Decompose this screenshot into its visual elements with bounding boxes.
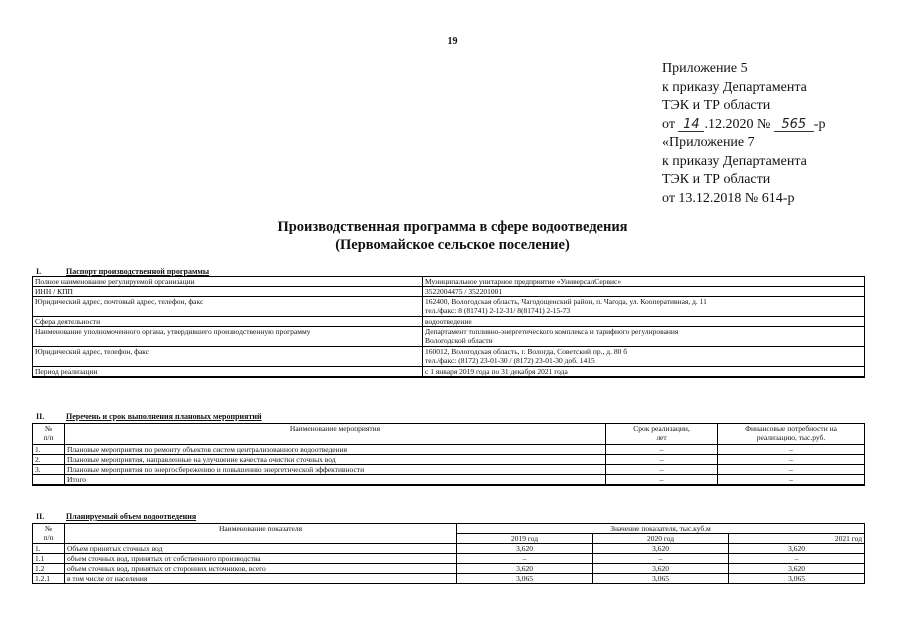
volume-table bbox=[32, 523, 865, 584]
passport-label: Юридический адрес, почтовый адрес, телефон, факс bbox=[33, 297, 423, 317]
row-name: Плановые мероприятия по ремонту объектов систем централизованного водоотведения bbox=[65, 445, 606, 455]
passport-value: 3522004475 / 352201001 bbox=[423, 287, 865, 297]
table-row bbox=[33, 475, 865, 486]
section-title: Перечень и срок выполнения плановых мероприятий bbox=[66, 412, 262, 421]
passport-value: водоотведение bbox=[423, 317, 865, 327]
table-row bbox=[33, 277, 865, 287]
table-row bbox=[33, 445, 865, 455]
table-header-row bbox=[33, 524, 865, 534]
table-row bbox=[33, 554, 865, 564]
table-row bbox=[33, 327, 865, 347]
row-value: – bbox=[729, 554, 865, 564]
row-num: 2. bbox=[33, 455, 65, 465]
measures-table bbox=[32, 423, 865, 486]
table-row bbox=[33, 317, 865, 327]
row-finance: – bbox=[718, 445, 865, 455]
handwritten-order-number: 565 bbox=[774, 118, 814, 132]
header-year: 2019 год bbox=[457, 534, 593, 544]
table-row bbox=[33, 564, 865, 574]
passport-value: Департамент топливно-энергетического комплекса и тарифного регулирования Вологодской области bbox=[423, 327, 865, 347]
row-term: – bbox=[606, 455, 718, 465]
table-row bbox=[33, 544, 865, 554]
header-num: № п/п bbox=[33, 524, 65, 544]
table-row bbox=[33, 297, 865, 317]
passport-value: 162400, Вологодская область, Чагодощенский район, п. Чагода, ул. Кооперативная, д. 11 тел./факс: 8 (81741) 2-12-31/ 8(81741) 2-15-73 bbox=[423, 297, 865, 317]
table-row bbox=[33, 287, 865, 297]
row-num bbox=[33, 475, 65, 486]
appendix-date-line bbox=[662, 116, 825, 135]
table-row bbox=[33, 574, 865, 584]
row-value: 3,065 bbox=[729, 574, 865, 584]
row-finance: – bbox=[718, 455, 865, 465]
appendix-line: ТЭК и ТР области bbox=[662, 98, 771, 113]
header-num: № п/п bbox=[33, 424, 65, 445]
section-heading bbox=[22, 412, 262, 421]
page-number: 19 bbox=[447, 36, 458, 47]
section-number: II. bbox=[36, 512, 45, 521]
row-name: в том числе от населения bbox=[65, 574, 457, 584]
table-row bbox=[33, 347, 865, 367]
title-line: Производственная программа в сфере водоотведения bbox=[277, 219, 628, 235]
row-value: 3,620 bbox=[593, 564, 729, 574]
passport-label: ИНН / КПП bbox=[33, 287, 423, 297]
row-num: 1. bbox=[33, 544, 65, 554]
row-num: 3. bbox=[33, 465, 65, 475]
section-number: II. bbox=[36, 412, 45, 421]
date-rest: .12.2020 № bbox=[704, 116, 771, 132]
row-value: 3,620 bbox=[457, 544, 593, 554]
row-num: 1.1 bbox=[33, 554, 65, 564]
row-name: объем сточных вод, принятых от сторонних источников, всего bbox=[65, 564, 457, 574]
title-line: (Первомайское сельское поселение) bbox=[335, 237, 570, 253]
appendix-line: ТЭК и ТР области bbox=[662, 172, 771, 187]
header-finance: Финансовые потребности на реализацию, тыс.руб. bbox=[718, 424, 865, 445]
row-value: 3,065 bbox=[457, 574, 593, 584]
appendix-line: от 13.12.2018 № 614-р bbox=[662, 190, 795, 206]
appendix-block bbox=[662, 60, 825, 208]
row-term: – bbox=[606, 465, 718, 475]
row-name: Объем принятых сточных вод bbox=[65, 544, 457, 554]
row-num: 1. bbox=[33, 445, 65, 455]
section-heading bbox=[22, 512, 196, 521]
section-title: Паспорт производственной программы bbox=[66, 267, 210, 276]
row-finance: – bbox=[718, 465, 865, 475]
section-title: Планируемый объем водоотведения bbox=[66, 512, 197, 521]
header-value-group: Значение показателя, тыс.куб.м bbox=[457, 524, 865, 534]
row-value: 3,620 bbox=[457, 564, 593, 574]
passport-value: с 1 января 2019 года по 31 декабря 2021 года bbox=[423, 367, 865, 378]
table-row bbox=[33, 455, 865, 465]
section-heading bbox=[22, 267, 209, 276]
row-term: – bbox=[606, 445, 718, 455]
header-year: 2020 год bbox=[593, 534, 729, 544]
row-term: – bbox=[606, 475, 718, 486]
document-title bbox=[0, 218, 905, 254]
date-prefix: от bbox=[662, 116, 675, 132]
row-value: – bbox=[593, 554, 729, 564]
row-value: 3,620 bbox=[593, 544, 729, 554]
row-value: 3,620 bbox=[729, 564, 865, 574]
appendix-line: «Приложение 7 bbox=[662, 135, 755, 150]
appendix-line: к приказу Департамента bbox=[662, 153, 807, 169]
appendix-line: Приложение 5 bbox=[662, 61, 748, 76]
section-number: I. bbox=[36, 267, 42, 276]
header-year: 2021 год bbox=[729, 534, 865, 544]
table-row bbox=[33, 465, 865, 475]
row-name: Плановые мероприятия, направленные на улучшение качества очистки сточных вод bbox=[65, 455, 606, 465]
table-header-row bbox=[33, 424, 865, 445]
row-num: 1.2 bbox=[33, 564, 65, 574]
passport-label: Полное наименование регулируемой организации bbox=[33, 277, 423, 287]
handwritten-day: 14 bbox=[678, 118, 704, 132]
passport-label: Наименование уполномоченного органа, утвердившего производственную программу bbox=[33, 327, 423, 347]
header-term: Срок реализации, лет bbox=[606, 424, 718, 445]
row-value: 3,620 bbox=[729, 544, 865, 554]
row-value: 3,065 bbox=[593, 574, 729, 584]
passport-table bbox=[32, 276, 865, 378]
passport-label: Юридический адрес, телефон, факс bbox=[33, 347, 423, 367]
row-name: Плановые мероприятия по энергосбережению и повышению энергетической эффективности bbox=[65, 465, 606, 475]
row-finance: – bbox=[718, 475, 865, 486]
row-value: – bbox=[457, 554, 593, 564]
passport-label: Сфера деятельности bbox=[33, 317, 423, 327]
row-num: 1.2.1 bbox=[33, 574, 65, 584]
table-row bbox=[33, 367, 865, 378]
row-name: Итого bbox=[65, 475, 606, 486]
header-name: Наименование мероприятия bbox=[65, 424, 606, 445]
order-suffix: -р bbox=[813, 116, 826, 132]
row-name: объем сточных вод, принятых от собственного производства bbox=[65, 554, 457, 564]
passport-value: Муниципальное унитарное предприятие «УниверсалСервис» bbox=[423, 277, 865, 287]
passport-label: Период реализации bbox=[33, 367, 423, 378]
passport-value: 160012, Вологодская область, г. Вологда, Советский пр., д. 80 б тел./факс: (8172) 23-01-30 / (8172) 23-01-30 доб. 1415 bbox=[423, 347, 865, 367]
header-name: Наименование показателя bbox=[65, 524, 457, 544]
appendix-line: к приказу Департамента bbox=[662, 79, 807, 95]
